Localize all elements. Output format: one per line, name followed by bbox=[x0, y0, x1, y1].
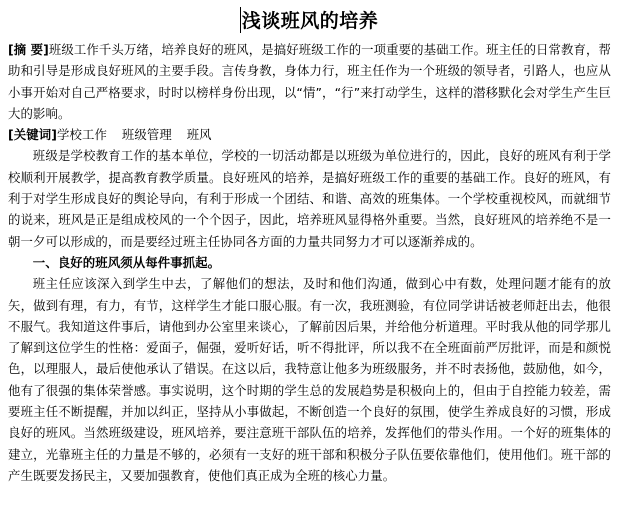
abstract-text: 班级工作千头万绪，培养良好的班风，是搞好班级工作的一项重要的基础工作。班主任的日常教育，帮助和引导是形成良好班风的主要手段。言传身教，身体力行，班主任作为一个班级的领导者，引路人，也应从小事开始对自己严格要求，时时以榜样身份出现，以“情”，“行”来打动学生，这样的潜移默化会对学生产生巨大的影响。 bbox=[8, 42, 611, 121]
text-cursor bbox=[240, 7, 241, 33]
section-paragraph: 班主任应该深入到学生中去，了解他们的想法，及时和他们沟通，做到心中有数，处理问题才能有的放矢，做到有理，有力，有节，这样学生才能口服心服。有一次，我班测验，有位同学讲话被老师赶出去，他很不服气。我知道这件事后，请他到办公室里来谈心，了解前因后果，并给他分析道理。平时我从他的同学那儿了解到这位学生的性格：爱面子，倔强，爱听好话，听不得批评，所以我不在全班面前严厉批评，而是和颜悦色，以理服人，最后使他承认了错误。在这以后，我特意让他多为班级服务，并不时表扬他，鼓励他，如今，他有了很强的集体荣誉感。事实说明，这个时期的学生总的发展趋势是积极向上的，但由于自控能力较差，需要班主任不断提醒，并加以纠正，坚持从小事做起，不断创造一个良好的氛围，使学生养成良好的习惯，形成良好的班风。当然班级建设，班风培养，要注意班干部队伍的培养，发挥他们的带头作用。一个好的班集体的建立，光靠班主任的力量是不够的，必须有一支好的班干部和积极分子队伍要依靠他们，使用他们。班干部的产生既要发扬民主，又要加强教育，使他们真正成为全班的核心力量。 bbox=[8, 276, 611, 483]
document-title-line bbox=[0, 6, 618, 36]
keyword: 班风 bbox=[186, 127, 212, 143]
keyword: 班级管理 bbox=[121, 127, 172, 143]
intro-paragraph: 班级是学校教育工作的基本单位，学校的一切活动都是以班级为单位进行的，因此，良好的班风有利于学校顺利开展教学，提高教育教学质量。良好班风的培养，是搞好班级工作的重要的基础工作。良好的班风，有利于对学生形成良好的舆论导向，有利于形成一个团结、和谐、高效的班集体。一个学校重视校风，而就细节的说来，班风是正是组成校风的一个个因子，因此，培养班风显得格外重要。当然，良好班风的培养绝不是一朝一夕可以形成的，而是要经过班主任协同各方面的力量共同努力才可以逐渐养成的。 bbox=[8, 148, 611, 249]
section-heading: 一、良好的班风须从每件事抓起。 bbox=[32, 254, 221, 270]
document-body bbox=[8, 39, 611, 486]
abstract-paragraph bbox=[8, 39, 611, 124]
abstract-label: [摘 要] bbox=[8, 42, 49, 57]
document-title: 浅谈班风的培养 bbox=[241, 10, 379, 32]
keywords-paragraph bbox=[8, 124, 611, 145]
keywords-label: [关键词] bbox=[8, 127, 57, 143]
keyword: 学校工作 bbox=[57, 127, 107, 143]
